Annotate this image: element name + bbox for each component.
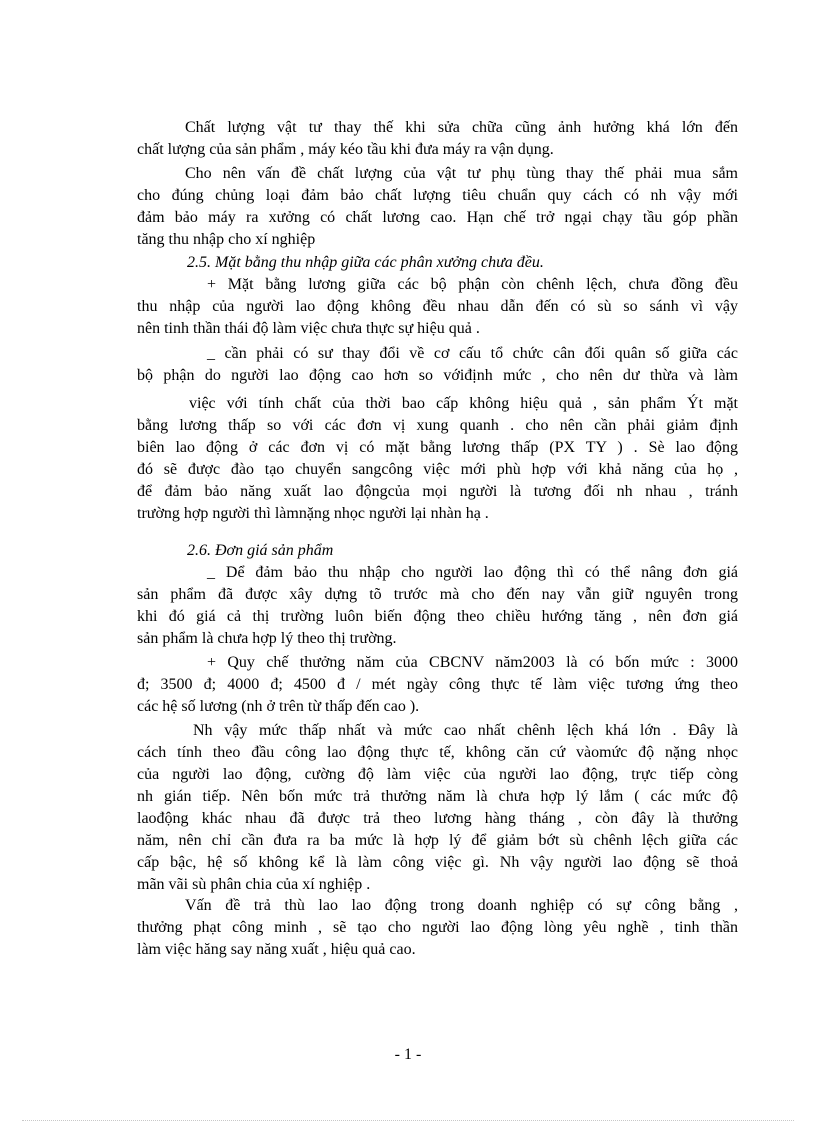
text-line: bằng lương thấp so với các đơn vị xung quanh . cho nên cần phải giảm định bbox=[137, 417, 738, 434]
text-line: Cho nên vấn đề chất lượng của vật tư phụ tùng thay thế phải mua sắm bbox=[185, 165, 738, 182]
section-heading-2-6: 2.6. Đơn giá sản phẩm bbox=[187, 542, 334, 559]
text-line: laođộng khác nhau đã được trả theo lương hàng tháng , còn đây là thưởng bbox=[137, 810, 738, 827]
text-line: khi đó giá cả thị trường luôn biến động theo chiều hướng tăng , nên đơn giá bbox=[137, 608, 738, 625]
text-line: Chất lượng vật tư thay thế khi sửa chữa cũng ảnh hưởng khá lớn đến bbox=[185, 119, 738, 136]
paragraph-7 bbox=[137, 720, 738, 896]
paragraph-2 bbox=[137, 163, 738, 251]
text-line: biên lao động ở các đơn vị có mặt bằng lương thấp (PX TY ) . Sè lao động bbox=[137, 439, 738, 456]
text-line: nên tinh thần thái độ làm việc chưa thực sự hiệu quả . bbox=[137, 320, 480, 337]
page-number: - 1 - bbox=[394, 1046, 422, 1063]
text-line: bộ phận do người lao động cao hơn so vớiđịnh mức , cho nên dư thừa và làm bbox=[137, 367, 738, 384]
paragraph-5 bbox=[137, 562, 738, 650]
text-line: sản phẩm là chưa hợp lý theo thị trường. bbox=[137, 630, 397, 647]
text-line: + Quy chế thưởng năm của CBCNV năm2003 là có bốn mức : 3000 bbox=[207, 654, 738, 671]
text-line: _ Dể đảm bảo thu nhập cho người lao động thì có thể nâng đơn giá bbox=[207, 564, 738, 581]
text-line: các hệ số lương (nh ở trên từ thấp đến cao ). bbox=[137, 698, 420, 715]
text-line: sản phẩm đã được xây dựng tõ trước mà cho đến nay vẫn giữ nguyên trong bbox=[137, 586, 738, 603]
text-line: tăng thu nhập cho xí nghiệp bbox=[137, 231, 316, 248]
text-line: + Mặt bằng lương giữa các bộ phận còn chênh lệch, chưa đồng đều bbox=[207, 276, 738, 293]
text-line: cho đúng chủng loại đảm bảo chất lượng tiêu chuẩn quy cách có nh vậy mới bbox=[137, 187, 738, 204]
text-line: trường hợp người thì làmnặng nhọc người lại nhàn hạ . bbox=[137, 505, 489, 522]
text-line: Nh vậy mức thấp nhất và mức cao nhất chênh lệch khá lớn . Đây là bbox=[193, 722, 738, 739]
text-line: làm việc hăng say năng xuất , hiệu quả cao. bbox=[137, 941, 416, 958]
section-heading-2-5: 2.5. Mặt bằng thu nhập giữa các phân xưởng chưa đều. bbox=[187, 254, 544, 271]
text-line: thu nhập của người lao động không đều nhau dẫn đến có sù so sánh vì vậy bbox=[137, 298, 738, 315]
text-line: đ; 3500 đ; 4000 đ; 4500 đ / mét ngày công thực tế làm việc tương ứng theo bbox=[137, 676, 738, 693]
page-bottom-border bbox=[22, 1120, 794, 1121]
text-line: cấp bậc, hệ số không kể là làm công việc gì. Nh vậy người lao động sẽ thoả bbox=[137, 854, 738, 871]
text-line: _ cần phải có sư thay đổi về cơ cấu tổ chức cân đối quân số giữa các bbox=[207, 345, 738, 362]
text-line: mãn vãi sù phân chia của xí nghiệp . bbox=[137, 876, 371, 893]
text-line: để đảm bảo năng xuất lao độngcủa mọi người là tương đối nh nhau , tránh bbox=[137, 483, 738, 500]
text-line: nh gián tiếp. Nên bốn mức trả thưởng năm là chưa hợp lý lắm ( các mức độ bbox=[137, 788, 738, 805]
text-line: thưởng phạt công minh , sẽ tạo cho người lao động lòng yêu nghề , tinh thần bbox=[137, 919, 738, 936]
text-line: đó sẽ được đào tạo chuyển sangcông việc mới phù hợp với khả năng của họ , bbox=[137, 461, 738, 478]
paragraph-8 bbox=[137, 895, 738, 961]
text-line: chất lượng của sản phẩm , máy kéo tầu khi đưa máy ra vận dụng. bbox=[137, 141, 554, 158]
text-line: đảm bảo máy ra xưởng có chất lương cao. Hạn chế trở ngại chạy tầu góp phần bbox=[137, 209, 738, 226]
paragraph-3 bbox=[137, 274, 738, 340]
paragraph-4 bbox=[137, 343, 738, 525]
text-line: cách tính theo đầu công lao động thực tế, không căn cứ vàomức độ nặng nhọc bbox=[137, 744, 738, 761]
text-line: Vấn đề trả thù lao lao động trong doanh nghiệp có sự công bằng , bbox=[185, 897, 738, 914]
text-line: của người lao động, cường độ làm việc của người lao động, trực tiếp còng bbox=[137, 766, 738, 783]
paragraph-1 bbox=[137, 117, 738, 161]
text-line: việc với tính chất của thời bao cấp không hiệu quả , sản phẩm Ýt mặt bbox=[189, 395, 738, 412]
paragraph-6 bbox=[137, 652, 738, 718]
text-line: năm, nên chỉ cần đưa ra ba mức là hợp lý để giảm bớt sù chênh lệch giữa các bbox=[137, 832, 738, 849]
